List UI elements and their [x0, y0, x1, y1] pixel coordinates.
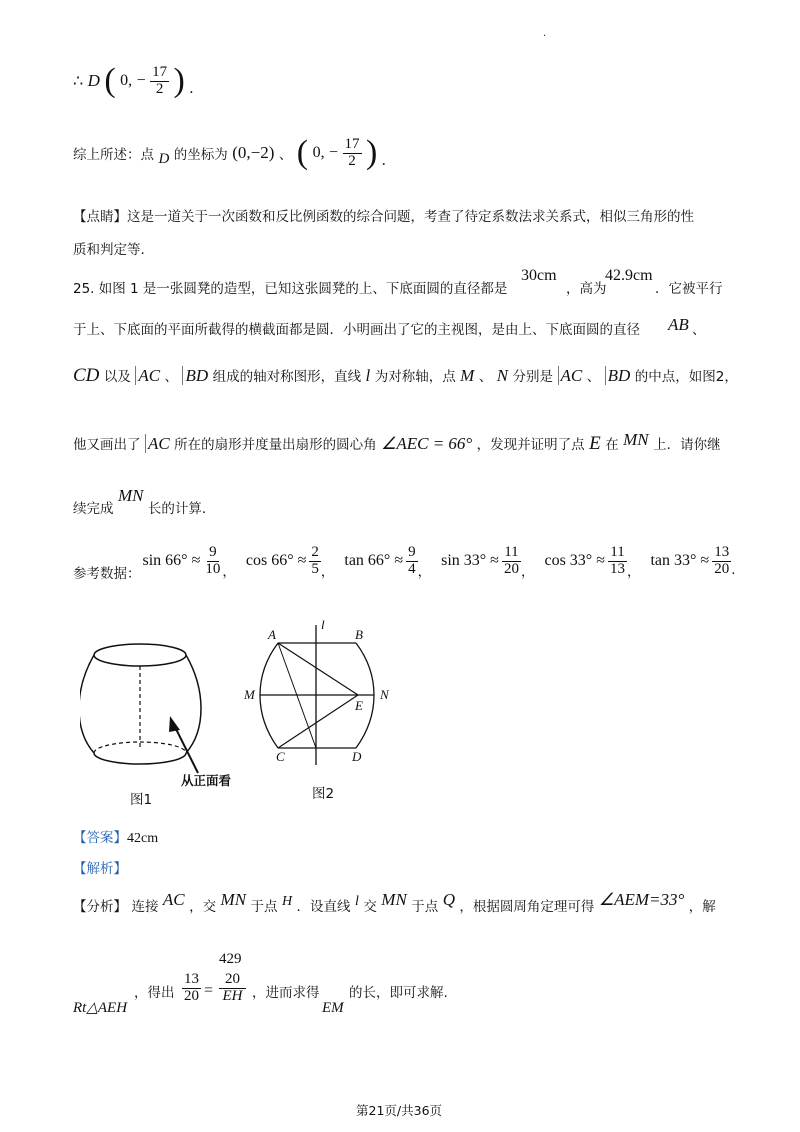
- fenxi-text: 于点: [250, 899, 278, 915]
- fraction-numerator: 13: [714, 543, 730, 560]
- label-d: D: [352, 749, 362, 764]
- segment-ac: AC: [162, 890, 185, 909]
- segment-mn: MN: [117, 486, 144, 505]
- q25-line-5: [73, 486, 215, 517]
- dianjing-line-2: 质和判定等.: [73, 242, 145, 258]
- fraction-denominator: 13: [609, 560, 625, 577]
- segment-mn: MN: [220, 890, 247, 909]
- angle-aec: ∠AEC = 66°: [381, 434, 473, 453]
- fenxi-text: 交: [363, 899, 377, 915]
- figure-2-diagram: [238, 615, 408, 775]
- reference-item: [143, 542, 236, 580]
- q25-line-2: 于上、下底面的平面所截得的横截面都是圆．小明画出了它的主视图，是由上、下底面圆的直径: [73, 322, 640, 338]
- fraction-denominator: 4: [408, 560, 416, 577]
- label-m: M: [244, 687, 255, 702]
- separator: 、: [164, 369, 178, 385]
- separator: 、: [586, 369, 601, 385]
- reference-function: sin 33° ≈: [441, 552, 499, 569]
- q25-text: ，发现并证明了点: [476, 437, 585, 453]
- open-paren: (: [296, 134, 309, 171]
- view-direction-label: 从正面看: [181, 773, 232, 788]
- line-l: l: [365, 366, 371, 385]
- label-e: E: [355, 698, 363, 713]
- reference-fraction: [203, 545, 222, 578]
- summary-text: 综上所述：点: [73, 147, 154, 163]
- fraction-20-eh: [219, 972, 246, 1005]
- figure-1-caption: 图1: [130, 792, 153, 808]
- answer-line: [73, 826, 158, 847]
- minus-sign: −: [136, 72, 146, 89]
- reference-function: tan 33° ≈: [650, 552, 710, 569]
- reference-fraction: [712, 545, 731, 578]
- reference-data: [73, 540, 736, 582]
- header-dot: .: [543, 28, 547, 39]
- period: .: [189, 80, 194, 97]
- fenxi-label: 【分析】: [73, 899, 127, 915]
- reference-list: [141, 542, 736, 580]
- point-h: H: [281, 894, 293, 909]
- q25-text: 分别是: [512, 369, 554, 385]
- fenxi-text: 的长，即可求解.: [349, 985, 448, 1001]
- fraction-numerator: 2: [311, 543, 319, 560]
- q25-text: 25. 如图 1 是一张圆凳的造型，已知这张圆凳的上、下底面圆的直径都是: [73, 281, 508, 297]
- fraction-numerator: 20: [219, 972, 246, 989]
- segment-em: EM: [322, 1000, 344, 1016]
- point-n: N: [496, 366, 509, 385]
- arc-ac: AC: [135, 366, 160, 385]
- fraction-13-20-inner: [182, 972, 201, 1005]
- fraction-numerator: 17: [344, 135, 360, 152]
- q25-text: 的中点，如图2，: [634, 369, 738, 385]
- arc-bd: BD: [182, 366, 208, 385]
- fraction-13-20: [182, 972, 201, 1005]
- q25-text: 在: [605, 437, 619, 453]
- label-b: B: [355, 627, 363, 642]
- arc-ac: AC: [558, 366, 583, 385]
- equals-sign: =: [204, 982, 214, 999]
- fraction-denominator: 20: [714, 560, 730, 577]
- fenxi-text: ，根据圆周角定理可得: [459, 899, 595, 915]
- fenxi-text: ，得出: [134, 985, 175, 1001]
- angle-aem: ∠AEM=33°: [598, 890, 685, 909]
- label-a: A: [268, 627, 276, 642]
- answer-value: 42cm: [127, 831, 159, 846]
- coord-zero: 0,: [120, 72, 133, 89]
- point-d-label: D: [158, 151, 170, 167]
- label-c: C: [276, 749, 285, 764]
- separator: 、: [692, 322, 706, 338]
- fenxi-line: [73, 890, 716, 915]
- period: .: [381, 152, 386, 169]
- fraction-numerator: 9: [209, 543, 217, 560]
- segment-mn: MN: [623, 430, 649, 449]
- q25-text: 长的计算．: [147, 501, 216, 517]
- fraction-17-2: [343, 137, 362, 170]
- fenxi-text: ，交: [189, 899, 217, 915]
- reference-label: 参考数据：: [73, 566, 141, 582]
- reference-function: tan 66° ≈: [344, 552, 404, 569]
- close-paren: ): [365, 134, 378, 171]
- page-footer: 第21页/共36页: [356, 1103, 443, 1118]
- separator: 、: [478, 369, 493, 385]
- reference-item: [344, 542, 431, 580]
- close-paren: ): [173, 62, 185, 99]
- dianjing-text: 这是一道关于一次函数和反比例函数的综合问题，考查了待定系数法求关系式，相似三角形的性: [127, 209, 694, 225]
- segment-cd: CD: [73, 365, 100, 386]
- q25-text-height: ，高为: [566, 281, 607, 297]
- fenxi-text: ，解: [688, 899, 716, 915]
- reference-separator: ，: [626, 564, 641, 580]
- point-e: E: [589, 433, 601, 454]
- reference-separator: ，: [222, 564, 236, 580]
- reference-function: sin 66° ≈: [142, 552, 201, 569]
- fraction-denominator: 2: [155, 80, 164, 97]
- q25-text: 组成的轴对称图形，直线: [212, 369, 362, 385]
- fraction-17-2: [150, 65, 169, 98]
- q25-text: 他又画出了: [73, 437, 141, 453]
- reference-function: cos 66° ≈: [245, 552, 307, 569]
- therefore-line: [73, 64, 193, 98]
- dianjing-line-1: [73, 205, 694, 225]
- coordinate-0-neg2: (0,−2): [232, 143, 275, 162]
- q25-text: 所在的扇形并度量出扇形的圆心角: [174, 437, 377, 453]
- therefore-symbol: ∴: [73, 73, 84, 90]
- reference-item: [246, 542, 335, 580]
- q25-text: 上．请你继: [653, 437, 721, 453]
- arc-bd: BD: [605, 366, 631, 385]
- fraction-denominator: EH: [222, 987, 243, 1004]
- coord-zero: 0,: [312, 144, 325, 161]
- summary-text-2: 的坐标为: [173, 147, 228, 163]
- separator: 、: [278, 147, 293, 163]
- height-value: 42.9cm: [605, 267, 653, 284]
- fraction-denominator: 20: [503, 560, 519, 577]
- label-n: N: [380, 687, 389, 702]
- fenxi-text: ，进而求得: [252, 985, 320, 1001]
- q25-text-end: ．它被平行: [655, 281, 723, 297]
- reference-item: [650, 544, 735, 578]
- reference-fraction: [502, 545, 521, 578]
- line-l: l: [354, 894, 359, 909]
- q25-line-4: [73, 430, 721, 455]
- q25-text: 以及: [103, 369, 131, 385]
- fraction-denominator: 10: [205, 560, 221, 577]
- fenxi-text: ．设直线: [296, 899, 351, 915]
- reference-item: [544, 542, 640, 580]
- arc-ac: AC: [145, 434, 170, 453]
- point-m: M: [460, 366, 475, 385]
- fraction-numerator: 9: [408, 543, 416, 560]
- analysis-label: 【解析】: [73, 861, 127, 877]
- open-paren: (: [104, 62, 116, 99]
- point-d-label: D: [87, 71, 100, 90]
- fraction-denominator: 5: [311, 560, 319, 577]
- reference-separator: ，: [417, 564, 432, 580]
- segment-ab: AB: [668, 315, 689, 334]
- numerator-top-429: 429: [219, 951, 242, 967]
- fraction-numerator: 13: [184, 971, 199, 987]
- figure-2-caption: 图2: [312, 786, 335, 802]
- q25-text: 续完成: [73, 501, 114, 517]
- fraction-denominator: 20: [184, 987, 199, 1004]
- reference-item: [441, 542, 534, 580]
- summary-line: [73, 136, 386, 170]
- fraction-numerator: 17: [152, 63, 168, 80]
- segment-mn: MN: [381, 890, 407, 909]
- label-l: l: [321, 617, 325, 632]
- fraction-numerator: 11: [504, 543, 519, 560]
- reference-separator: ，: [520, 564, 535, 580]
- fraction-denominator: 2: [348, 152, 356, 169]
- reference-fraction: [608, 545, 627, 578]
- q25-line-3: [73, 365, 738, 387]
- reference-separator: .: [731, 562, 736, 578]
- right-triangle-aeh: Rt△AEH: [73, 1000, 128, 1016]
- reference-fraction: [309, 545, 321, 578]
- reference-function: cos 33° ≈: [544, 552, 605, 569]
- point-q: Q: [442, 890, 455, 909]
- answer-label: 【答案】: [73, 830, 127, 846]
- minus-sign: −: [329, 144, 339, 161]
- reference-separator: ，: [320, 564, 335, 580]
- q25-line-1: [73, 277, 507, 297]
- dianjing-label: 【点睛】: [73, 209, 127, 225]
- fraction-numerator: 11: [610, 543, 625, 560]
- fraction-20-eh-inner: [219, 972, 246, 1005]
- q25-text: 为对称轴，点: [374, 369, 456, 385]
- diameter-value: 30cm: [521, 267, 557, 284]
- reference-fraction: [406, 545, 418, 578]
- fenxi-text: 于点: [411, 899, 439, 915]
- fenxi-text: 连接: [131, 899, 159, 915]
